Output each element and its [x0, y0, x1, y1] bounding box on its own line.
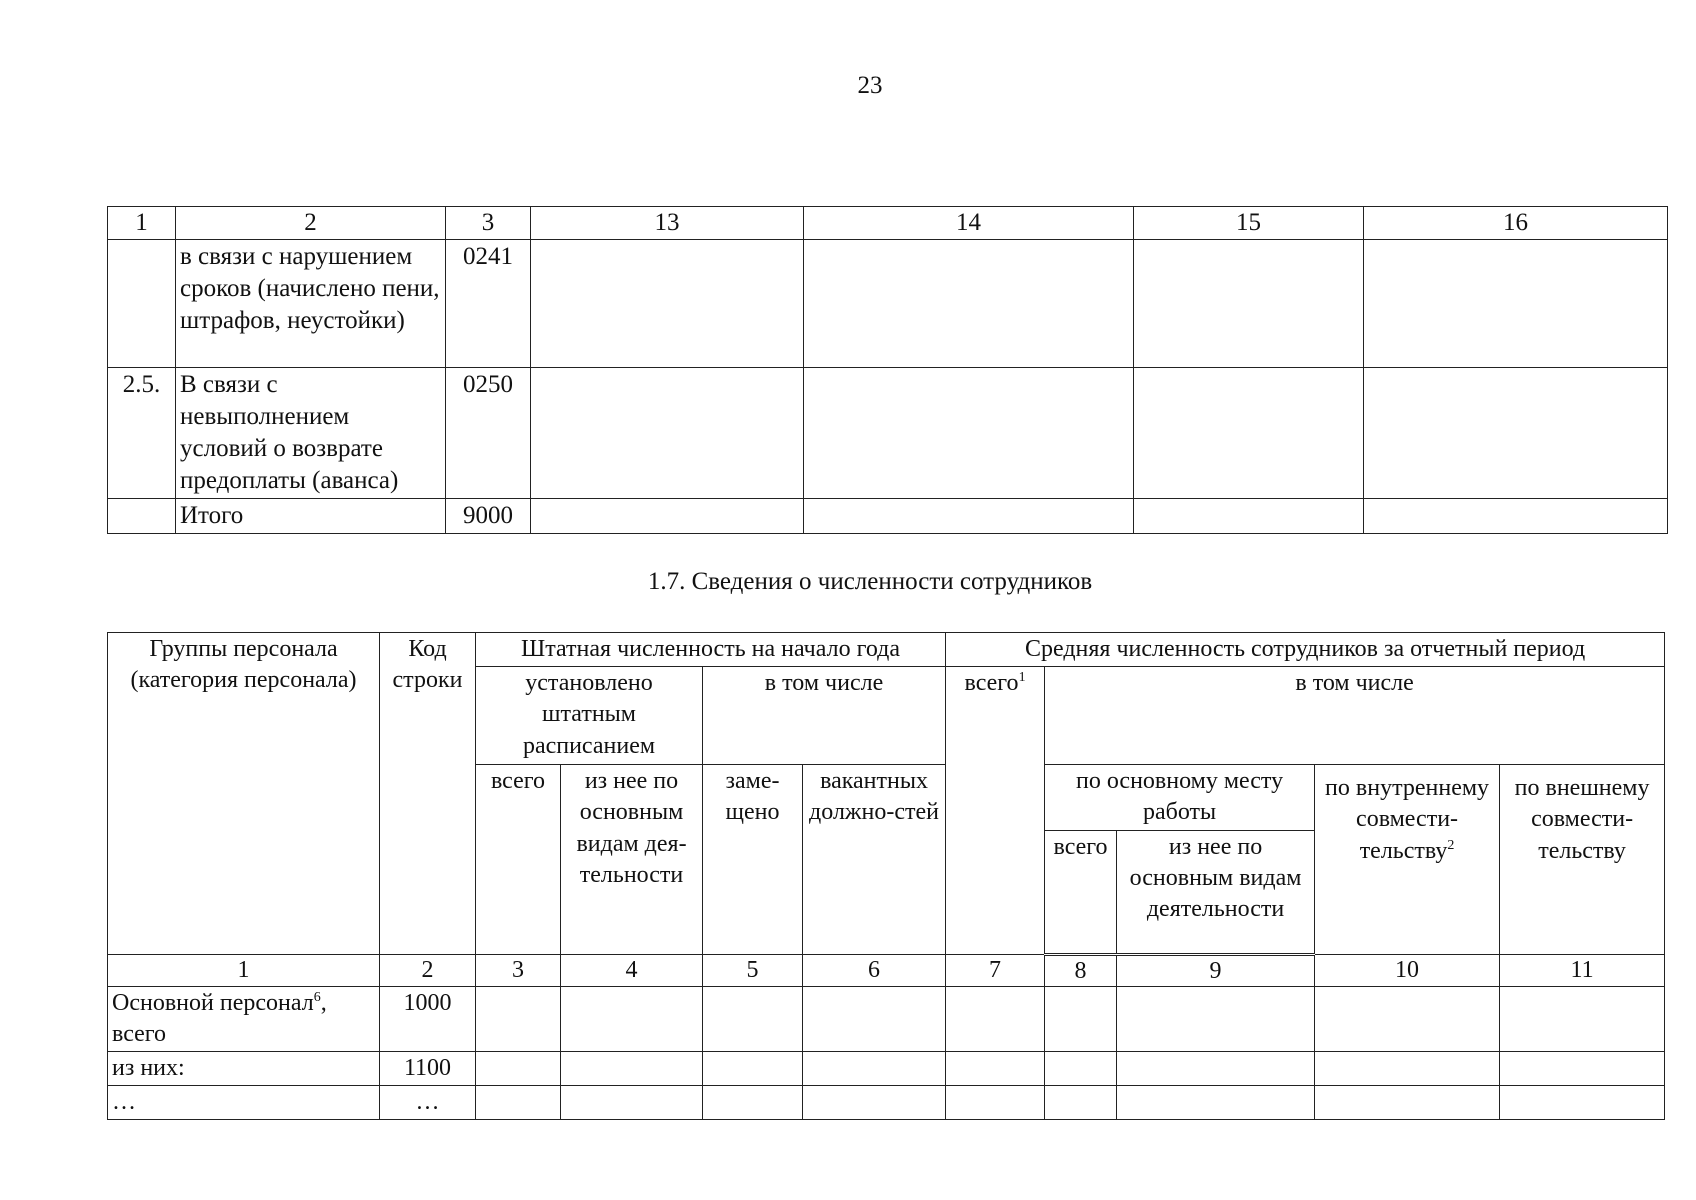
column-number: 15	[1134, 207, 1364, 240]
empty-cell	[561, 1051, 703, 1085]
internal-header: по внутреннему совмести-тельству$^2$	[1315, 765, 1500, 954]
empty-cell	[1500, 1086, 1665, 1120]
main-activities-header: из нее по основным видам дея-тельности	[561, 765, 703, 954]
empty-cell	[1364, 499, 1668, 534]
total-header: всего	[1045, 830, 1117, 954]
receivables-table	[107, 206, 1668, 534]
empty-cell	[803, 1086, 946, 1120]
table-row	[108, 240, 1668, 368]
empty-cell	[1045, 1051, 1117, 1085]
row-label: Итого	[176, 499, 446, 534]
empty-cell	[804, 368, 1134, 499]
row-label: В связи с невыполнением условий о возврате предоплаты (аванса)	[176, 368, 446, 499]
column-number: 5	[703, 954, 803, 986]
column-number: 14	[804, 207, 1134, 240]
empty-cell	[1134, 240, 1364, 368]
empty-cell	[946, 986, 1045, 1051]
column-number: 2	[380, 954, 476, 986]
column-number: 6	[803, 954, 946, 986]
external-header: по внешнему совмести-тельству	[1500, 765, 1665, 954]
empty-cell	[804, 240, 1134, 368]
empty-cell	[1364, 368, 1668, 499]
header-row	[108, 633, 1665, 667]
table-row	[108, 986, 1665, 1051]
page-number: 23	[857, 72, 883, 99]
empty-cell	[946, 1086, 1045, 1120]
code-header: Код строки	[380, 633, 476, 955]
empty-cell	[1117, 1051, 1315, 1085]
row-code: 1100	[380, 1051, 476, 1085]
column-number: 11	[1500, 954, 1665, 986]
vacant-header: вакантных должно-стей	[803, 765, 946, 954]
empty-cell	[1500, 1051, 1665, 1085]
column-number: 1	[108, 954, 380, 986]
empty-cell	[476, 1086, 561, 1120]
empty-cell	[1134, 499, 1364, 534]
column-number-row	[108, 207, 1668, 240]
empty-cell	[1364, 240, 1668, 368]
row-number	[108, 499, 176, 534]
empty-cell	[1315, 986, 1500, 1051]
row-code: 0250	[446, 368, 531, 499]
empty-cell	[804, 499, 1134, 534]
empty-cell	[946, 1051, 1045, 1085]
groups-header: Группы персонала (категория персонала)	[108, 633, 380, 955]
total-row	[108, 499, 1668, 534]
column-number: 9	[1117, 954, 1315, 986]
empty-cell	[531, 499, 804, 534]
row-number	[108, 240, 176, 368]
empty-cell	[1117, 1086, 1315, 1120]
section-title: 1.7. Сведения о численности сотрудников	[647, 568, 1093, 595]
including-header: в том числе	[1045, 667, 1665, 765]
column-number: 16	[1364, 207, 1668, 240]
empty-cell	[1134, 368, 1364, 499]
empty-cell	[561, 1086, 703, 1120]
column-number: 10	[1315, 954, 1500, 986]
empty-cell	[561, 986, 703, 1051]
main-place-header: по основному месту работы	[1045, 765, 1315, 830]
empty-cell	[476, 986, 561, 1051]
average-total-header: всего$^1$	[946, 667, 1045, 954]
total-header: всего	[476, 765, 561, 954]
table-row	[108, 1086, 1665, 1120]
column-number: 2	[176, 207, 446, 240]
row-code: …	[380, 1086, 476, 1120]
row-number: 2.5.	[108, 368, 176, 499]
established-header: установлено штатным расписанием	[476, 667, 703, 765]
column-number: 8	[1045, 954, 1117, 986]
empty-cell	[476, 1051, 561, 1085]
table-row	[108, 1051, 1665, 1085]
empty-cell	[1117, 986, 1315, 1051]
staff-headcount-table	[107, 632, 1665, 1120]
column-number: 4	[561, 954, 703, 986]
empty-cell	[1500, 986, 1665, 1051]
empty-cell	[1045, 986, 1117, 1051]
empty-cell	[803, 986, 946, 1051]
empty-cell	[1045, 1086, 1117, 1120]
empty-cell	[531, 368, 804, 499]
including-header: в том числе	[703, 667, 946, 765]
column-number-row	[108, 954, 1665, 986]
main-activities-header: из нее по основным видам деятельности	[1117, 830, 1315, 954]
empty-cell	[1315, 1086, 1500, 1120]
staff-start-header: Штатная численность на начало года	[476, 633, 946, 667]
row-code: 1000	[380, 986, 476, 1051]
filled-header: заме-щено	[703, 765, 803, 954]
row-label: Основной персонал$^6$, всего	[108, 986, 380, 1051]
column-number: 3	[476, 954, 561, 986]
row-label: …	[108, 1086, 380, 1120]
row-code: 0241	[446, 240, 531, 368]
row-label: в связи с нарушением сроков (начислено пени, штрафов, неустойки)	[176, 240, 446, 368]
empty-cell	[703, 986, 803, 1051]
empty-cell	[531, 240, 804, 368]
row-label: из них:	[108, 1051, 380, 1085]
average-header: Средняя численность сотрудников за отчетный период	[946, 633, 1665, 667]
empty-cell	[703, 1086, 803, 1120]
table-row	[108, 368, 1668, 499]
column-number: 1	[108, 207, 176, 240]
column-number: 7	[946, 954, 1045, 986]
empty-cell	[803, 1051, 946, 1085]
empty-cell	[703, 1051, 803, 1085]
footnote-mark: 6	[313, 989, 321, 1005]
footnote-mark: 2	[1447, 837, 1455, 853]
row-code: 9000	[446, 499, 531, 534]
footnote-mark: 1	[1018, 670, 1026, 686]
column-number: 3	[446, 207, 531, 240]
empty-cell	[1315, 1051, 1500, 1085]
column-number: 13	[531, 207, 804, 240]
